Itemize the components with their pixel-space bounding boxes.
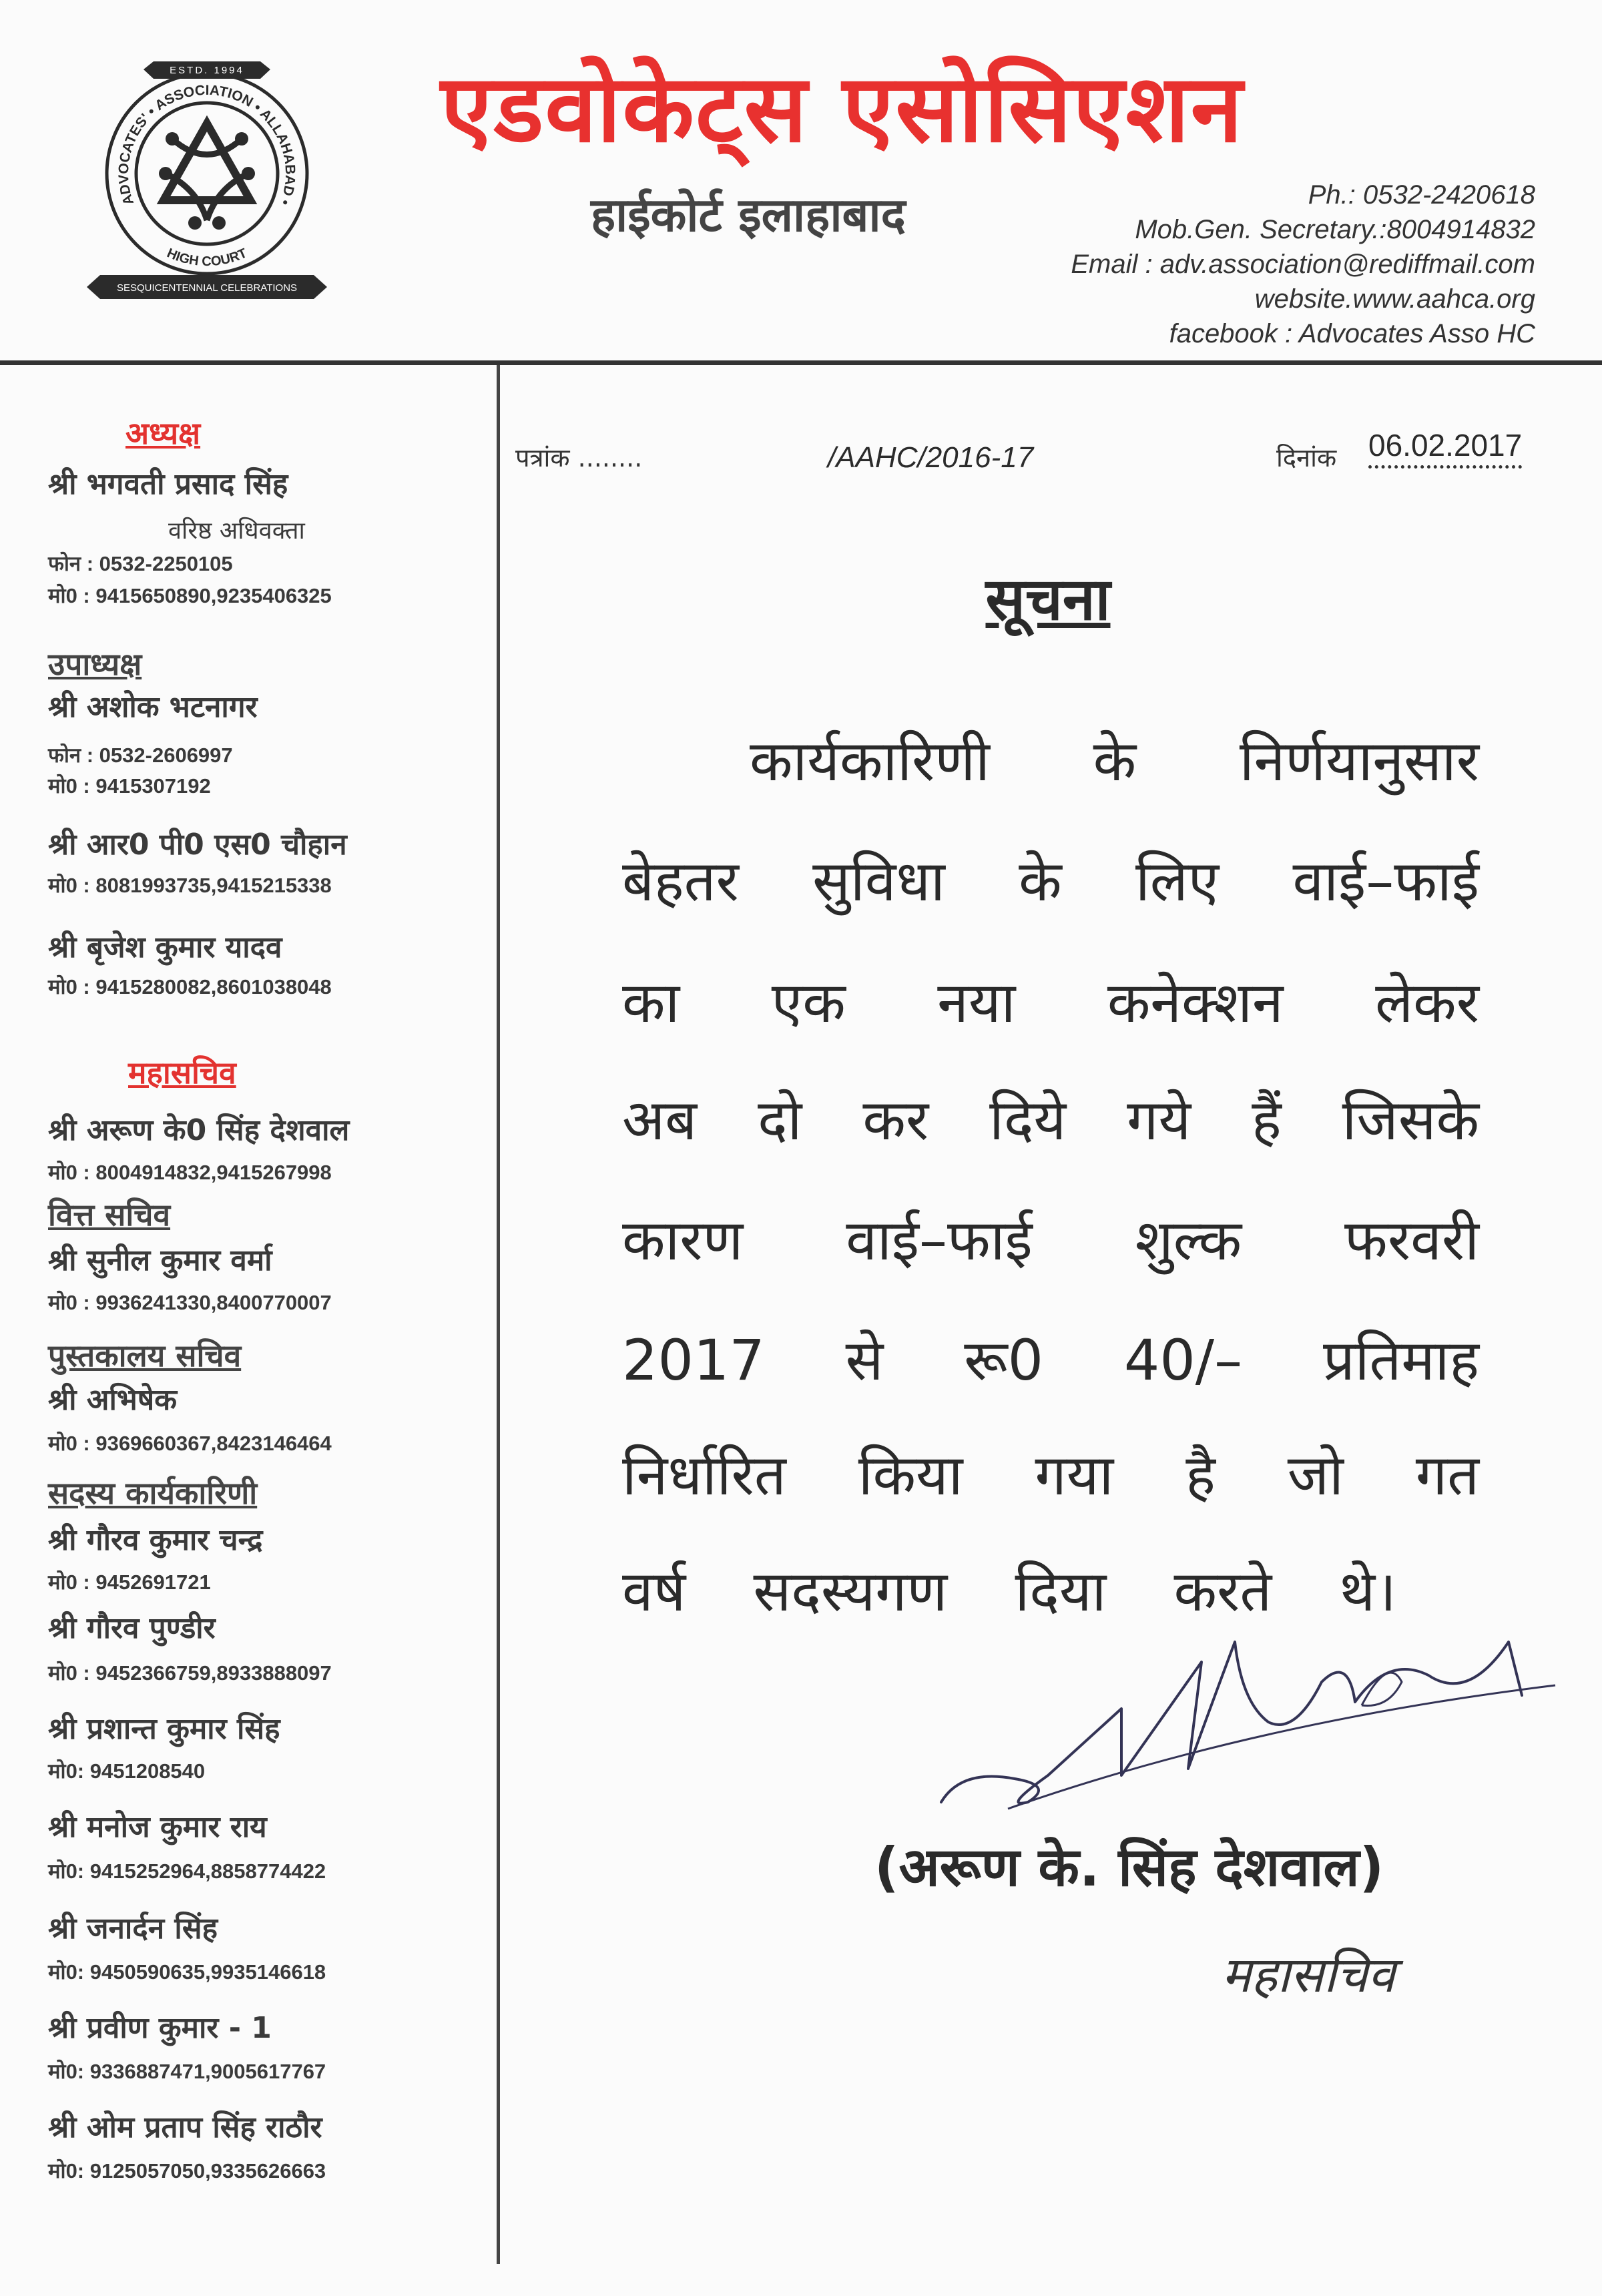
signatory-designation: महासचिव (1222, 1946, 1396, 2004)
contact-facebook: facebook : Advocates Asso HC (1169, 319, 1535, 348)
logo-estd-text: ESTD. 1994 (170, 65, 244, 76)
body-line: 2017 से रू0 40/– प्रतिमाह (622, 1328, 1479, 1393)
executive-member-mobile: मो0 : 9452691721 (48, 1570, 211, 1594)
contact-mobile: Mob.Gen. Secretary.:8004914832 (1135, 215, 1535, 244)
executive-member-mobile: मो0: 9415252964,8858774422 (48, 1859, 326, 1883)
body-line: का एक नया कनेक्शन लेकर (622, 970, 1479, 1035)
sidebar-divider (497, 365, 500, 2264)
finance-secretary-name: श्री सुनील कुमार वर्मा (48, 1243, 272, 1277)
executive-member-name: श्री गौरव कुमार चन्द्र (48, 1523, 263, 1557)
executive-member-name: श्री जनार्दन सिंह (48, 1912, 218, 1946)
logo-high-court-text: HIGH COURT (164, 246, 250, 270)
executive-member-name: श्री गौरव पुण्डीर (48, 1611, 216, 1645)
vice-president-phone: फोन : 0532-2606997 (48, 744, 233, 767)
finance-secretary-mobile: मो0 : 9936241330,8400770007 (48, 1291, 332, 1314)
svg-text:HIGH COURT (165, 246, 250, 269)
logo-ring-text: ADVOCATES' • ASSOCIATION • ALLAHABAD • (115, 82, 298, 208)
organization-subtitle: हाईकोर्ट इलाहाबाद (591, 188, 906, 242)
association-logo (80, 60, 334, 300)
general-secretary-name: श्री अरूण के0 सिंह देशवाल (48, 1113, 350, 1147)
library-secretary-mobile: मो0 : 9369660367,8423146464 (48, 1432, 332, 1455)
executive-member-mobile: मो0: 9336887471,9005617767 (48, 2060, 326, 2083)
library-secretary-heading: पुस्तकालय सचिव (48, 1338, 242, 1374)
vice-president-name: श्री अशोक भटनागर (48, 690, 258, 724)
body-line: बेहतर सुविधा के लिए वाई–फाई (622, 848, 1479, 914)
executive-member-name: श्री प्रवीण कुमार - 1 (48, 2011, 272, 2045)
body-line: कार्यकारिणी के निर्णयानुसार (750, 728, 1479, 794)
organization-title: एडवोकेट्स एसोसिएशन (441, 55, 1244, 164)
body-line: वर्ष सदस्यगण दिया करते थे। (622, 1558, 1396, 1624)
signatory-name: (अरूण के. सिंह देशवाल) (874, 1836, 1384, 1898)
logo-bottom-ribbon-text: SESQUICENTENNIAL CELEBRATIONS (116, 282, 298, 294)
executive-member-name: श्री मनोज कुमार राय (48, 1810, 267, 1844)
body-line: कारण वाई–फाई शुल्क फरवरी (622, 1207, 1479, 1273)
handwritten-signature (921, 1602, 1562, 1842)
president-phone: फोन : 0532-2250105 (48, 552, 233, 575)
vice-president-mobile: मो0 : 8081993735,9415215338 (48, 874, 332, 897)
vice-president-name: श्री बृजेश कुमार यादव (48, 930, 282, 964)
header-divider (0, 360, 1602, 365)
vice-president-mobile: मो0 : 9415307192 (48, 774, 211, 798)
general-secretary-heading: महासचिव (128, 1055, 236, 1091)
vice-president-mobile: मो0 : 9415280082,8601038048 (48, 975, 332, 998)
contact-email: Email : adv.association@rediffmail.com (1071, 250, 1535, 279)
contact-phone: Ph.: 0532-2420618 (1308, 180, 1535, 210)
executive-members-heading: सदस्य कार्यकारिणी (48, 1475, 258, 1511)
vice-president-heading: उपाध्यक्ष (48, 646, 142, 682)
library-secretary-name: श्री अभिषेक (48, 1383, 178, 1417)
executive-member-mobile: मो0 : 9452366759,8933888097 (48, 1661, 332, 1685)
executive-member-mobile: मो0: 9125057050,9335626663 (48, 2159, 326, 2183)
executive-member-mobile: मो0: 9450590635,9935146618 (48, 1960, 326, 1984)
executive-member-name: श्री ओम प्रताप सिंह राठौर (48, 2110, 322, 2144)
date-label: दिनांक (1276, 443, 1337, 473)
president-mobile: मो0 : 9415650890,9235406325 (48, 584, 332, 607)
notice-heading: सूचना (985, 565, 1111, 633)
president-name: श्री भगवती प्रसाद सिंह (48, 467, 288, 501)
letter-date: 06.02.2017 (1368, 427, 1522, 469)
executive-member-mobile: मो0: 9451208540 (48, 1759, 206, 1783)
vice-president-name: श्री आर0 पी0 एस0 चौहान (48, 828, 347, 862)
contact-website: website.www.aahca.org (1254, 284, 1535, 314)
body-line: अब दो कर दिये गये हैं जिसके (622, 1087, 1479, 1153)
president-heading: अध्यक्ष (125, 415, 201, 451)
body-line: निर्धारित किया गया है जो गत (622, 1442, 1479, 1508)
general-secretary-mobile: मो0 : 8004914832,9415267998 (48, 1161, 332, 1184)
reference-label: पत्रांक ........ (515, 443, 643, 473)
president-title: वरिष्ठ अधिवक्ता (168, 517, 305, 545)
finance-secretary-heading: वित्त सचिव (48, 1197, 171, 1233)
executive-member-name: श्री प्रशान्त कुमार सिंह (48, 1712, 280, 1746)
reference-number: /AAHC/2016-17 (828, 441, 1034, 474)
